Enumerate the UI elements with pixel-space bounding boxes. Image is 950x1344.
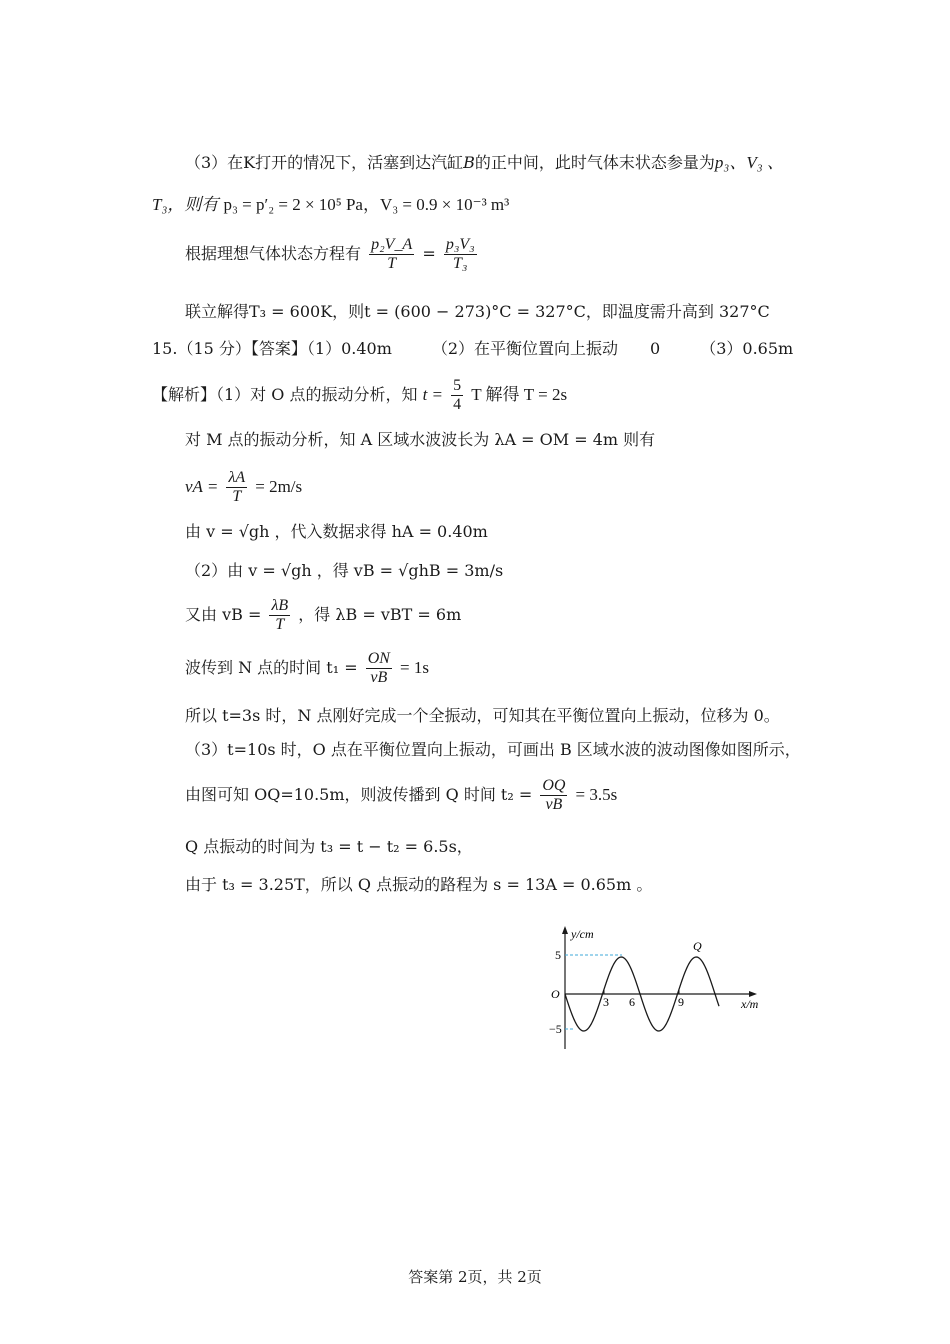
fraction-6-num: ON (367, 650, 390, 667)
line-10-text: （2）由 v = √gh ，得 vB = √ghB = 3m/s (185, 561, 504, 580)
fraction-2 (444, 236, 477, 273)
line-17 (185, 875, 652, 895)
fraction-5-den: T (275, 616, 285, 633)
line-1-b: B (463, 153, 475, 172)
fraction-3-num: 5 (453, 377, 462, 394)
line-7 (185, 430, 655, 450)
line-12-a: 波传到 N 点的时间 t₁ = (185, 658, 358, 677)
fraction-7-num: OQ (542, 777, 566, 794)
fraction-3-den: 4 (453, 396, 462, 413)
line-6 (152, 375, 567, 415)
q-point-label: Q (693, 939, 702, 953)
page-footer: 答案第 2页，共 2页 (408, 1268, 542, 1286)
fraction-1-num: p₂V_A (371, 236, 413, 253)
line-6-b: t = (422, 385, 444, 404)
line-6-c: T 解得 T = 2s (471, 385, 568, 404)
line-1-a: （3）在K打开的情况下，活塞到达汽缸 (185, 153, 464, 172)
line-3-a: 根据理想气体状态方程有 (185, 244, 362, 263)
line-15-a: 由图可知 OQ=10.5m，则波传播到 Q 时间 t₂ = (185, 785, 533, 804)
fraction-4-num: λA (228, 469, 246, 486)
line-11 (185, 595, 461, 635)
line-17-text: 由于 t₃ = 3.25T，所以 Q 点振动的路程为 s = 13A = 0.65m 。 (185, 875, 653, 894)
fraction-4 (226, 469, 247, 506)
fraction-5 (269, 597, 290, 634)
wave-figure (535, 924, 775, 1054)
x-tick-label-6: 6 (629, 995, 635, 1009)
y-tick-label-5: 5 (555, 948, 561, 962)
line-13 (185, 706, 780, 726)
line-10 (185, 561, 503, 581)
line-11-a: 又由 vB = (185, 605, 262, 624)
line-6-a: 【解析】（1）对 O 点的振动分析，知 (152, 385, 418, 404)
fraction-1-den: T (387, 255, 397, 272)
y-axis-arrow (562, 926, 568, 934)
line-15 (185, 775, 617, 815)
line-4 (185, 302, 770, 322)
fraction-7 (540, 777, 567, 814)
line-13-text: 所以 t=3s 时，N 点刚好完成一个全振动，可知其在平衡位置向上振动，位移为 0。 (185, 706, 780, 725)
line-9-text: 由 v = √gh ，代入数据求得 hA = 0.40m (185, 522, 488, 541)
line-12 (185, 648, 429, 688)
line-3-eq: = (422, 244, 436, 263)
line-2-a: T₃，则有 (152, 195, 219, 214)
x-tick-label-3: 3 (603, 995, 609, 1009)
line-1 (185, 153, 784, 173)
y-tick-label-neg5: −5 (549, 1022, 562, 1036)
line-14 (185, 740, 801, 760)
fraction-6 (366, 650, 392, 687)
line-15-b: = 3.5s (575, 785, 618, 804)
line-8-a: vA = (185, 477, 219, 496)
line-16 (185, 837, 473, 857)
line-5-text: 15.（15 分）【答案】（1）0.40m （2）在平衡位置向上振动 0 （3）0.65m (152, 339, 794, 358)
line-1-c: 的正中间，此时气体末状态参量为 (474, 153, 715, 172)
fraction-1 (369, 236, 414, 273)
fraction-2-den: T₃ (453, 255, 468, 272)
fraction-5-num: λB (271, 597, 289, 614)
line-12-b: = 1s (400, 658, 429, 677)
line-14-text: （3）t=10s 时，O 点在平衡位置向上振动，可画出 B 区域水波的波动图像如图所示， (185, 740, 801, 759)
line-3 (185, 234, 480, 274)
x-tick-label-9: 9 (678, 995, 684, 1009)
fraction-4-den: T (232, 488, 242, 505)
line-2-b: p₃ = p′₂ = 2 × 10⁵ Pa，V₃ = 0.9 × 10⁻³ m³ (223, 195, 510, 214)
line-8-b: = 2m/s (255, 477, 303, 496)
fraction-6-den: vB (370, 669, 388, 686)
line-11-b: ，得 λB = vBT = 6m (298, 605, 462, 624)
line-1-d: p₃、V₃ 、 (714, 153, 784, 172)
fraction-7-den: vB (545, 796, 563, 813)
line-5-answer (152, 339, 793, 359)
origin-label: O (551, 987, 560, 1001)
line-9 (185, 522, 488, 542)
fraction-3 (451, 377, 463, 414)
y-axis-label: y/cm (571, 927, 594, 941)
line-8 (185, 467, 302, 507)
line-2 (152, 195, 509, 215)
x-axis-label: x/m (741, 997, 759, 1011)
line-16-text: Q 点振动的时间为 t₃ = t − t₂ = 6.5s， (185, 837, 473, 856)
line-7-text: 对 M 点的振动分析，知 A 区域水波波长为 λA = OM = 4m 则有 (185, 430, 656, 449)
fraction-2-num: p₃V₃ (445, 236, 475, 253)
line-4-text: 联立解得T₃ = 600K，则t = (600 − 273)°C = 327°C，即温度需升高到 327°C (185, 302, 770, 321)
